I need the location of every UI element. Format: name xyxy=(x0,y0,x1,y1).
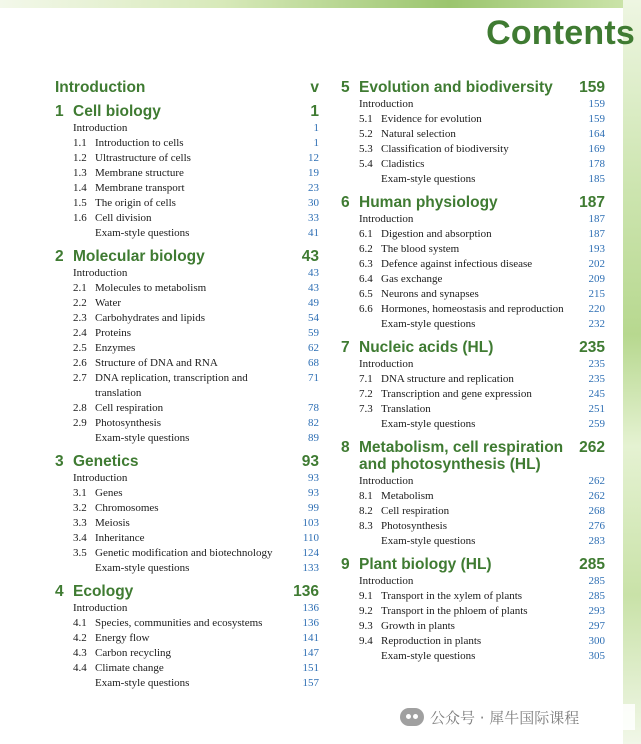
entry-page: 82 xyxy=(308,417,319,429)
entry-page: 1 xyxy=(313,137,319,149)
entry-text: Classification of biodiversity xyxy=(381,143,509,155)
toc-entry[interactable] xyxy=(341,302,605,317)
entry-page: 89 xyxy=(308,432,319,444)
toc-entry[interactable] xyxy=(55,266,319,281)
chapter-title: Cell biology xyxy=(73,103,161,120)
entry-text: Introduction to cells xyxy=(95,137,184,149)
toc-entry[interactable] xyxy=(55,371,319,401)
toc-chapter[interactable] xyxy=(55,103,319,241)
entry-page: 305 xyxy=(588,650,605,662)
entry-number: 6.1 xyxy=(359,228,373,240)
entry-page: 12 xyxy=(308,152,319,164)
entry-text: Introduction xyxy=(73,472,128,484)
toc-entry[interactable] xyxy=(341,272,605,287)
entry-page: 71 xyxy=(308,372,319,384)
entry-page: 78 xyxy=(308,402,319,414)
toc-entry[interactable] xyxy=(341,212,605,227)
entry-text: Metabolism xyxy=(381,490,434,502)
entry-number: 2.3 xyxy=(73,312,87,324)
entry-text: Membrane transport xyxy=(95,182,185,194)
toc-entry[interactable] xyxy=(341,227,605,242)
entry-number: 8.2 xyxy=(359,505,373,517)
entry-text: Neurons and synapses xyxy=(381,288,479,300)
entry-text: Reproduction in plants xyxy=(381,635,482,647)
entry-page: 133 xyxy=(302,562,319,574)
entry-text: Growth in plants xyxy=(381,620,455,632)
entry-page: 232 xyxy=(588,318,605,330)
entry-page: 283 xyxy=(588,535,605,547)
chapter-title: Genetics xyxy=(73,453,139,470)
entry-text: Gas exchange xyxy=(381,273,443,285)
toc-exam-questions[interactable] xyxy=(341,417,605,432)
entry-number: 5.3 xyxy=(359,143,373,155)
toc-entry[interactable] xyxy=(55,211,319,226)
chapter-title: Human physiology xyxy=(359,194,498,211)
entry-page: 151 xyxy=(302,662,319,674)
entry-number: 1.5 xyxy=(73,197,87,209)
chapter-number: 8 xyxy=(341,439,350,456)
toc-entry[interactable] xyxy=(341,157,605,172)
entry-page: 136 xyxy=(302,617,319,629)
toc-entry[interactable] xyxy=(341,489,605,504)
entry-text: Exam-style questions xyxy=(381,318,476,330)
entry-text: Water xyxy=(95,297,121,309)
toc-entry[interactable] xyxy=(341,474,605,489)
entry-text: Introduction xyxy=(73,602,128,614)
toc-entry[interactable] xyxy=(55,401,319,416)
entry-text: The origin of cells xyxy=(95,197,176,209)
entry-number: 2.1 xyxy=(73,282,87,294)
entry-page: 93 xyxy=(308,472,319,484)
entry-page: 1 xyxy=(313,122,319,134)
entry-number: 3.1 xyxy=(73,487,87,499)
entry-text: Proteins xyxy=(95,327,132,339)
chapter-heading[interactable] xyxy=(55,103,319,120)
chapter-heading[interactable] xyxy=(341,556,605,573)
chapter-heading[interactable] xyxy=(341,194,605,211)
toc-right-column xyxy=(341,79,605,671)
entry-number: 7.2 xyxy=(359,388,373,400)
entry-number: 3.4 xyxy=(73,532,87,544)
entry-number: 6.5 xyxy=(359,288,373,300)
top-decorative-bar xyxy=(0,0,641,8)
toc-entry[interactable] xyxy=(55,546,319,561)
entry-number: 5.4 xyxy=(359,158,373,170)
toc-entry[interactable] xyxy=(55,631,319,646)
entry-page: 159 xyxy=(588,113,605,125)
entry-number: 6.3 xyxy=(359,258,373,270)
entry-page: 136 xyxy=(302,602,319,614)
toc-exam-questions[interactable] xyxy=(55,561,319,576)
entry-text: Genes xyxy=(95,487,123,499)
entry-number: 6.6 xyxy=(359,303,373,315)
toc-chapter[interactable] xyxy=(341,79,605,187)
entry-number: 5.1 xyxy=(359,113,373,125)
entry-text: Enzymes xyxy=(95,342,136,354)
entry-number: 2.5 xyxy=(73,342,87,354)
entry-text: Carbohydrates and lipids xyxy=(95,312,205,324)
entry-text: Transcription and gene expression xyxy=(381,388,532,400)
toc-entry[interactable] xyxy=(55,416,319,431)
entry-text: DNA structure and replication xyxy=(381,373,514,385)
entry-text: Molecules to metabolism xyxy=(95,282,207,294)
toc-exam-questions[interactable] xyxy=(341,172,605,187)
entry-page: 220 xyxy=(588,303,605,315)
toc-entry[interactable] xyxy=(341,504,605,519)
watermark xyxy=(400,704,635,730)
toc-entry[interactable] xyxy=(341,634,605,649)
wechat-icon xyxy=(400,708,424,726)
entry-text: Digestion and absorption xyxy=(381,228,492,240)
entry-text: Structure of DNA and RNA xyxy=(95,357,218,369)
chapter-title: Evolution and biodiversity xyxy=(359,79,553,96)
chapter-heading[interactable] xyxy=(341,339,605,356)
entry-page: 202 xyxy=(588,258,605,270)
entry-text: Natural selection xyxy=(381,128,456,140)
toc-entry[interactable] xyxy=(55,311,319,326)
entry-page: 169 xyxy=(588,143,605,155)
entry-page: 68 xyxy=(308,357,319,369)
entry-number: 1.4 xyxy=(73,182,87,194)
toc-entry[interactable] xyxy=(55,151,319,166)
toc-introduction[interactable] xyxy=(55,79,319,96)
entry-number: 3.3 xyxy=(73,517,87,529)
toc-entry[interactable] xyxy=(341,357,605,372)
entry-number: 9.3 xyxy=(359,620,373,632)
toc-chapter[interactable] xyxy=(55,248,319,446)
entry-page: 103 xyxy=(302,517,319,529)
chapter-number: 3 xyxy=(55,453,64,470)
entry-text: Defence against infectious disease xyxy=(381,258,533,270)
toc-entry[interactable] xyxy=(55,281,319,296)
entry-page: 245 xyxy=(588,388,605,400)
toc-entry[interactable] xyxy=(55,166,319,181)
entry-number: 3.2 xyxy=(73,502,87,514)
entry-page: 124 xyxy=(302,547,319,559)
toc-entry[interactable] xyxy=(55,661,319,676)
entry-number: 5.2 xyxy=(359,128,373,140)
toc-entry[interactable] xyxy=(341,619,605,634)
entry-number: 1.2 xyxy=(73,152,87,164)
entry-page: 276 xyxy=(588,520,605,532)
toc-entry[interactable] xyxy=(55,326,319,341)
chapter-page: 136 xyxy=(293,583,319,600)
entry-page: 43 xyxy=(308,282,319,294)
entry-text: Hormones, homeostasis and reproduction xyxy=(381,303,564,315)
chapter-title: Plant biology (HL) xyxy=(359,556,492,573)
chapter-title: Metabolism, cell respiration and photosynthesis (HL) xyxy=(359,439,564,473)
entry-page: 235 xyxy=(588,358,605,370)
chapter-page: 187 xyxy=(579,194,605,211)
toc-entry[interactable] xyxy=(341,372,605,387)
toc-entry[interactable] xyxy=(341,574,605,589)
chapter-page: 43 xyxy=(301,248,319,265)
entry-page: 285 xyxy=(588,575,605,587)
entry-page: 259 xyxy=(588,418,605,430)
entry-number: 2.4 xyxy=(73,327,87,339)
chapter-number: 2 xyxy=(55,248,64,265)
entry-page: 187 xyxy=(588,228,605,240)
toc-chapter[interactable] xyxy=(341,339,605,432)
chapter-page: 93 xyxy=(301,453,319,470)
entry-page: 33 xyxy=(308,212,319,224)
page-title: Contents xyxy=(486,14,635,52)
entry-page: 59 xyxy=(308,327,319,339)
toc-entry[interactable] xyxy=(55,356,319,371)
entry-page: 43 xyxy=(308,267,319,279)
chapter-heading[interactable] xyxy=(341,439,605,473)
entry-page: 19 xyxy=(308,167,319,179)
entry-page: 41 xyxy=(308,227,319,239)
entry-number: 2.8 xyxy=(73,402,87,414)
chapter-number: 4 xyxy=(55,583,64,600)
entry-number: 4.4 xyxy=(73,662,87,674)
toc-entry[interactable] xyxy=(341,387,605,402)
toc-entry[interactable] xyxy=(55,136,319,151)
entry-number: 2.2 xyxy=(73,297,87,309)
entry-text: Chromosomes xyxy=(95,502,159,514)
leaf-image-strip xyxy=(623,0,641,744)
chapter-heading[interactable] xyxy=(55,248,319,265)
entry-page: 62 xyxy=(308,342,319,354)
entry-number: 6.2 xyxy=(359,243,373,255)
toc-chapter[interactable] xyxy=(341,439,605,549)
toc-entry[interactable] xyxy=(55,341,319,356)
entry-text: Exam-style questions xyxy=(381,650,476,662)
introduction-label: Introduction xyxy=(55,79,146,96)
entry-number: 2.6 xyxy=(73,357,87,369)
entry-page: 268 xyxy=(588,505,605,517)
entry-page: 300 xyxy=(588,635,605,647)
chapter-page: 262 xyxy=(579,439,605,456)
entry-text: Introduction xyxy=(359,213,414,225)
entry-text: Exam-style questions xyxy=(381,535,476,547)
entry-text: Evidence for evolution xyxy=(381,113,482,125)
toc-entry[interactable] xyxy=(55,616,319,631)
toc-chapter[interactable] xyxy=(341,556,605,664)
entry-text: Membrane structure xyxy=(95,167,184,179)
entry-text: Photosynthesis xyxy=(381,520,448,532)
entry-text: Energy flow xyxy=(95,632,150,644)
toc-exam-questions[interactable] xyxy=(55,226,319,241)
toc-entry[interactable] xyxy=(55,531,319,546)
entry-text: Species, communities and ecosystems xyxy=(95,617,263,629)
introduction-page: v xyxy=(310,79,319,96)
entry-text: Introduction xyxy=(359,98,414,110)
entry-text: Transport in the xylem of plants xyxy=(381,590,523,602)
toc-entry[interactable] xyxy=(341,519,605,534)
entry-page: 193 xyxy=(588,243,605,255)
chapter-number: 9 xyxy=(341,556,350,573)
toc-entry[interactable] xyxy=(55,181,319,196)
entry-text: Introduction xyxy=(359,575,414,587)
watermark-text: 公众号 · 犀牛国际课程 xyxy=(430,708,580,727)
entry-page: 293 xyxy=(588,605,605,617)
chapter-page: 159 xyxy=(579,79,605,96)
entry-text: Introduction xyxy=(73,267,128,279)
entry-page: 251 xyxy=(588,403,605,415)
toc-entry[interactable] xyxy=(341,242,605,257)
entry-number: 4.1 xyxy=(73,617,87,629)
toc-exam-questions[interactable] xyxy=(341,534,605,549)
entry-text: Translation xyxy=(381,403,431,415)
entry-page: 141 xyxy=(302,632,319,644)
toc-entry[interactable] xyxy=(55,121,319,136)
entry-text: Transport in the phloem of plants xyxy=(381,605,528,617)
entry-text: Genetic modification and biotechnology xyxy=(95,547,273,559)
chapter-number: 5 xyxy=(341,79,350,96)
entry-page: 164 xyxy=(588,128,605,140)
toc-left-column xyxy=(55,79,319,698)
entry-text: Exam-style questions xyxy=(95,677,190,689)
toc-entry[interactable] xyxy=(55,486,319,501)
entry-number: 7.3 xyxy=(359,403,373,415)
chapter-title: Nucleic acids (HL) xyxy=(359,339,494,356)
chapter-page: 1 xyxy=(310,103,319,120)
entry-page: 147 xyxy=(302,647,319,659)
entry-number: 8.3 xyxy=(359,520,373,532)
entry-number: 3.5 xyxy=(73,547,87,559)
entry-text: Introduction xyxy=(359,475,414,487)
toc-entry[interactable] xyxy=(341,112,605,127)
toc-entry[interactable] xyxy=(341,257,605,272)
entry-text: Exam-style questions xyxy=(95,562,190,574)
entry-page: 30 xyxy=(308,197,319,209)
chapter-number: 7 xyxy=(341,339,350,356)
entry-number: 9.1 xyxy=(359,590,373,602)
toc-entry[interactable] xyxy=(341,402,605,417)
toc-exam-questions[interactable] xyxy=(55,431,319,446)
chapter-number: 1 xyxy=(55,103,64,120)
toc-entry[interactable] xyxy=(55,296,319,311)
entry-page: 54 xyxy=(308,312,319,324)
chapter-heading[interactable] xyxy=(55,583,319,600)
toc-exam-questions[interactable] xyxy=(341,317,605,332)
entry-text: Ultrastructure of cells xyxy=(95,152,191,164)
toc-entry[interactable] xyxy=(341,142,605,157)
entry-text: Photosynthesis xyxy=(95,417,162,429)
toc-entry[interactable] xyxy=(55,196,319,211)
chapter-number: 6 xyxy=(341,194,350,211)
entry-page: 23 xyxy=(308,182,319,194)
entry-text: Cell division xyxy=(95,212,152,224)
toc-chapter[interactable] xyxy=(341,194,605,332)
toc-exam-questions[interactable] xyxy=(341,649,605,664)
entry-number: 6.4 xyxy=(359,273,373,285)
entry-number: 9.4 xyxy=(359,635,373,647)
entry-text: Exam-style questions xyxy=(381,173,476,185)
entry-page: 159 xyxy=(588,98,605,110)
toc-exam-questions[interactable] xyxy=(55,676,319,691)
entry-text: Cell respiration xyxy=(95,402,164,414)
entry-text: DNA replication, transcription and translation xyxy=(95,372,248,399)
chapter-heading[interactable] xyxy=(55,453,319,470)
entry-page: 99 xyxy=(308,502,319,514)
toc-chapter[interactable] xyxy=(55,453,319,576)
entry-text: Exam-style questions xyxy=(381,418,476,430)
entry-number: 1.6 xyxy=(73,212,87,224)
entry-number: 4.2 xyxy=(73,632,87,644)
toc-chapter[interactable] xyxy=(55,583,319,691)
entry-text: Inheritance xyxy=(95,532,145,544)
entry-page: 185 xyxy=(588,173,605,185)
toc-entry[interactable] xyxy=(341,287,605,302)
entry-page: 187 xyxy=(588,213,605,225)
toc-entry[interactable] xyxy=(341,589,605,604)
entry-text: Climate change xyxy=(95,662,164,674)
entry-page: 49 xyxy=(308,297,319,309)
entry-page: 209 xyxy=(588,273,605,285)
entry-page: 93 xyxy=(308,487,319,499)
toc-entry[interactable] xyxy=(55,471,319,486)
entry-page: 262 xyxy=(588,490,605,502)
entry-page: 178 xyxy=(588,158,605,170)
entry-text: Exam-style questions xyxy=(95,227,190,239)
entry-text: Introduction xyxy=(359,358,414,370)
entry-number: 9.2 xyxy=(359,605,373,617)
toc-entry[interactable] xyxy=(55,516,319,531)
entry-number: 4.3 xyxy=(73,647,87,659)
chapter-page: 285 xyxy=(579,556,605,573)
entry-number: 2.7 xyxy=(73,372,87,384)
entry-text: Introduction xyxy=(73,122,128,134)
entry-page: 215 xyxy=(588,288,605,300)
entry-text: Exam-style questions xyxy=(95,432,190,444)
entry-text: The blood system xyxy=(381,243,460,255)
chapter-title: Ecology xyxy=(73,583,134,600)
toc-entry[interactable] xyxy=(55,646,319,661)
entry-number: 1.3 xyxy=(73,167,87,179)
chapter-heading[interactable] xyxy=(341,79,605,96)
entry-page: 235 xyxy=(588,373,605,385)
toc-entry[interactable] xyxy=(341,127,605,142)
entry-text: Cladistics xyxy=(381,158,425,170)
toc-entry[interactable] xyxy=(55,601,319,616)
entry-number: 7.1 xyxy=(359,373,373,385)
entry-text: Cell respiration xyxy=(381,505,450,517)
entry-text: Meiosis xyxy=(95,517,130,529)
entry-number: 2.9 xyxy=(73,417,87,429)
toc-entry[interactable] xyxy=(341,604,605,619)
toc-entry[interactable] xyxy=(55,501,319,516)
entry-text: Carbon recycling xyxy=(95,647,172,659)
chapter-title: Molecular biology xyxy=(73,248,205,265)
entry-page: 285 xyxy=(588,590,605,602)
entry-page: 262 xyxy=(588,475,605,487)
toc-entry[interactable] xyxy=(341,97,605,112)
entry-page: 297 xyxy=(588,620,605,632)
entry-page: 157 xyxy=(302,677,319,689)
entry-number: 1.1 xyxy=(73,137,87,149)
chapter-page: 235 xyxy=(579,339,605,356)
entry-page: 110 xyxy=(302,532,319,544)
entry-number: 8.1 xyxy=(359,490,373,502)
